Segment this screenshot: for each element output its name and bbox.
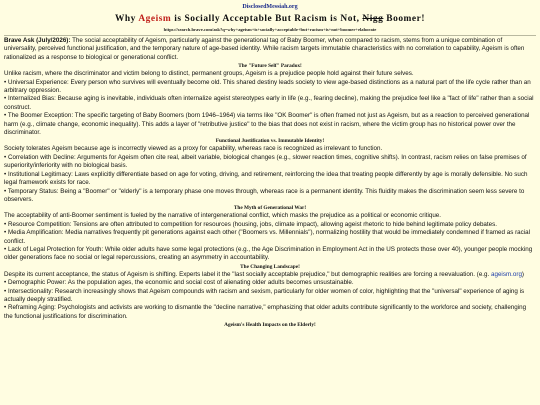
bullet-label: The Boomer Exception: <box>7 112 74 120</box>
list-item: • The Boomer Exception: The specific targeting of Baby Boomers (born 1946–1964) via terms like "OK Boomer" is often framed not just as Ageism, but as a reaction to perceived generational harm (e.g., climate change, economic inequality). This adds a layer of "retributive justice" to the bias that does not exist in racism, where the victim group has no historical power over the discriminator. <box>4 112 530 137</box>
bullet-label: Demographic Power: <box>7 279 67 287</box>
bullet-label: Institutional Legitimacy: <box>7 170 73 178</box>
list-item: • Demographic Power: As the population ages, the economic and social cost of alienating older adults becomes unsustainable. <box>4 279 354 287</box>
list-item: • Correlation with Decline: Arguments for Ageism often cite real, albeit variable, biological changes (e.g., slower reaction times, cognitive shifts). In contrast, racism relies on false premises of superiority/inferiority with no biological basis. <box>4 153 527 170</box>
bullet-text: Arguments for Ageism often cite real, albeit variable, biological changes (e.g., slower reaction times, cognitive shifts). In contrast, racism relies on false premises of superiority/inferiority with no biological basis. <box>4 153 527 170</box>
section-paragraph: Unlike racism, where the discriminator and victim belong to distinct, permanent groups, Ageism is a prejudice people hold against their future selves. <box>4 70 414 78</box>
title-highlight: Ageism <box>138 14 172 24</box>
bullet-text: Because aging is inevitable, individuals often internalize ageist stereotypes early in life (e.g., fearing decline), making the prejudice feel like a "fact of life" rather than a social construct. <box>4 95 534 111</box>
bullet-text: As the population ages, the economic and social cost of alienating older adults becomes unsustainable. <box>67 279 354 287</box>
title-strikethrough: Nigg <box>362 14 384 24</box>
bullet-text: Media narratives frequently pit generations against each other ("Boomers vs. Millennials"), normalizing hostility that would be immediately condemned if framed as racial conflict. <box>4 229 531 245</box>
section-heading: The Changing Landscape! <box>240 263 300 270</box>
bullet-label: Media Amplification: <box>7 229 64 237</box>
intro-paragraph <box>4 37 536 62</box>
bullet-label: Intersectionality: <box>7 287 54 295</box>
section-heading: The "Future Self" Paradox! <box>238 63 302 70</box>
bullet-text: Laws explicitly differentiate based on age for voting, driving, and retirement, reinforcing the idea that treating people differently by age is morally defensible. No such legal framework exists for race. <box>4 170 528 187</box>
intro-text: The social acceptability of Ageism, particularly against the generational tag of Baby Boomer, when compared to racism, stems from a unique combination of universality, perceived functional justification, and the temporary nature of age-based identity. While racism targets immutable characteristics with no correlation to capability, Ageism is often rationalized as a response to biological or generational conflict. <box>4 37 525 61</box>
bullet-text: While older adults have some legal protections (e.g., the Age Discrimination in Employment Act in the US protects those over 40), younger people mocking older generations face no social or legal repercussions, creating an asymmetry in accountability. <box>4 245 533 262</box>
section-heading: Functional Justification vs. Immutable Identity! <box>215 138 325 145</box>
bullet-label: Reframing Aging: <box>7 304 56 312</box>
bullet-text: Tensions are often attributed to competition for resources (housing, jobs, climate impact), allowing ageist rhetoric to hide behind legitimate policy debates. <box>73 220 497 228</box>
list-item: • Intersectionality: Research increasingly shows that Ageism compounds with racism and sexism, particularly for older women of color, highlighting that the "universal" experience of aging is actually deeply stratified. <box>4 287 525 303</box>
intro-label: Brave Ask (July/2026): <box>4 37 71 44</box>
paragraph-end: ) <box>521 270 525 278</box>
title-part-1: Why <box>114 14 136 24</box>
site-name[interactable]: DisclosedMessiah.org <box>242 4 298 10</box>
list-item: • Resource Competition: Tensions are often attributed to competition for resources (housing, jobs, climate impact), allowing ageist rhetoric to hide behind legitimate policy debates. <box>4 220 497 228</box>
section-paragraph <box>4 271 536 279</box>
bullet-text: The specific targeting of Baby Boomers (born 1946–1964) via terms like "OK Boomer" is often framed not just as Ageism, but as a reaction to perceived generational harm (e.g., climate change, economic inequality). This adds a layer of "retributive justice" to the bias that does not exist in racism, where the victim group has no historical power over the discriminator. <box>4 112 530 137</box>
list-item: • Internalized Bias: Because aging is inevitable, individuals often internalize ageist stereotypes early in life (e.g., fearing decline), making the prejudice feel like a "fact of life" rather than a social construct. <box>4 95 534 111</box>
divider <box>4 35 536 36</box>
bullet-text: Research increasingly shows that Ageism compounds with racism and sexism, particularly for older women of color, highlighting that the "universal" experience of aging is actually deeply stratified. <box>4 287 525 303</box>
bullet-label: Lack of Legal Protection for Youth: <box>7 245 104 253</box>
list-item: • Lack of Legal Protection for Youth: While older adults have some legal protections (e.g., the Age Discrimination in Employment Act in the US protects those over 40), younger people mocking older generations face no social or legal repercussions, creating an asymmetry in accountability. <box>4 245 533 262</box>
ageism-org-link[interactable]: ageism.org <box>491 270 522 278</box>
bullet-label: Temporary Status: <box>7 187 59 195</box>
paragraph-text: Despite its current acceptance, the status of Ageism is shifting. Experts label it the "last socially acceptable prejudice," but demographic realities are forcing a reevaluation. (e.g. <box>4 270 490 278</box>
list-item: • Universal Experience: Every person who survives will eventually become old. This shared destiny leads society to view age-based distinctions as a natural part of the life cycle rather than an arbitrary oppression. <box>4 78 531 95</box>
bullet-label: Universal Experience: <box>7 78 69 86</box>
bullet-label: Internalized Bias: <box>7 95 56 103</box>
section-paragraph: The acceptability of anti-Boomer sentiment is fueled by the narrative of intergenerational conflict, which masks the prejudice as a political or economic critique. <box>4 212 442 220</box>
list-item: • Reframing Aging: Psychologists and activists are working to dismantle the "decline narrative," emphasizing that older adults contribute significantly to the workforce and society, challenging the functional justifications for discrimination. <box>4 304 527 320</box>
section-heading: Ageism's Health Impacts on the Elderly! <box>224 322 316 329</box>
bullet-text: Being a "Boomer" or "elderly" is a temporary phase one moves through, whereas race is a permanent identity. This fluidity makes the discrimination seem less severe to observers. <box>4 187 525 203</box>
title-part-3: Boomer! <box>386 14 426 24</box>
title-part-2: is Socially Acceptable But Racism is Not, <box>174 14 360 24</box>
section-paragraph: Society tolerates Ageism because age is incorrectly viewed as a proxy for capability, whereas race is recognized as irrelevant to function. <box>4 145 383 153</box>
source-url[interactable]: https://search.brave.com/ask?q=why+ageism+is+socially+acceptable+but+racism+is+not+boomer+elaborate <box>163 27 377 32</box>
bullet-text: Every person who survives will eventually become old. This shared destiny leads society to view age-based distinctions as a natural part of the life cycle rather than an arbitrary oppression. <box>4 78 531 95</box>
page-title <box>4 13 536 26</box>
list-item: • Temporary Status: Being a "Boomer" or "elderly" is a temporary phase one moves through, whereas race is a permanent identity. This fluidity makes the discrimination seem less severe to observers. <box>4 187 525 203</box>
list-item: • Media Amplification: Media narratives frequently pit generations against each other ("Boomers vs. Millennials"), normalizing hostility that would be immediately condemned if framed as racial conflict. <box>4 229 531 245</box>
bullet-text: Psychologists and activists are working to dismantle the "decline narrative," emphasizing that older adults contribute significantly to the workforce and society, challenging the functional justifications for discrimination. <box>4 304 527 320</box>
bullet-label: Resource Competition: <box>7 220 72 228</box>
list-item: • Institutional Legitimacy: Laws explicitly differentiate based on age for voting, driving, and retirement, reinforcing the idea that treating people differently by age is morally defensible. No such legal framework exists for race. <box>4 170 528 187</box>
section-heading: The Myth of Generational War! <box>233 205 307 212</box>
bullet-label: Correlation with Decline: <box>7 153 76 161</box>
